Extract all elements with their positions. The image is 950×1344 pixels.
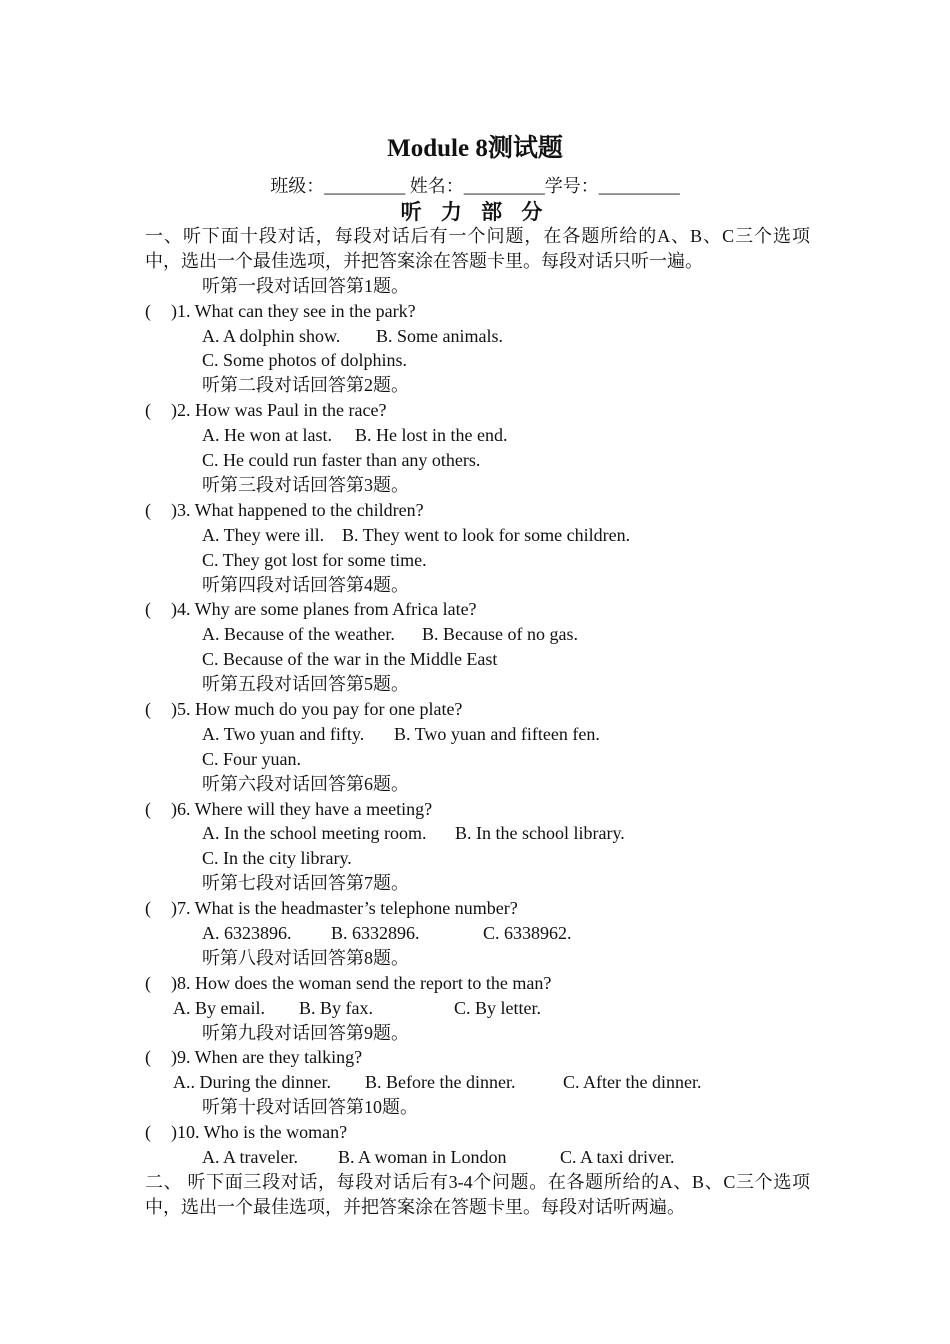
part2-instruction: 二、 听下面三段对话，每段对话后有3-4个问题。在各题所给的A、B、C三个选项中，选出一个最佳选项，并把答案涂在答题卡里。每段对话听两遍。: [145, 1171, 810, 1217]
option-a: A. 6323896.: [202, 922, 292, 943]
option-c: C. They got lost for some time.: [202, 549, 427, 570]
dialogue-lead: 听第二段对话回答第2题。: [202, 375, 409, 396]
option-c: C. He could run faster than any others.: [202, 450, 481, 471]
answer-paren: (: [145, 898, 151, 919]
dialogue-lead: 听第一段对话回答第1题。: [202, 275, 409, 296]
name-field: 姓名：_________: [409, 176, 545, 196]
option-b: B. 6332896.: [331, 922, 420, 943]
question-text: )1. What can they see in the park?: [171, 300, 416, 321]
answer-paren: (: [145, 1122, 151, 1143]
question-stem: [145, 398, 810, 423]
answer-paren: (: [145, 698, 151, 719]
dialogue-lead: 听第六段对话回答第6题。: [202, 773, 409, 794]
option-c: C. Four yuan.: [202, 748, 301, 769]
question-text: )5. How much do you pay for one plate?: [171, 698, 463, 719]
option-b: B. Before the dinner.: [365, 1072, 516, 1093]
option-a: A. By email.: [173, 997, 265, 1018]
option-b: B. A woman in London: [338, 1146, 507, 1167]
option-c: C. Some photos of dolphins.: [202, 350, 408, 371]
question-stem: [145, 299, 810, 324]
question-text: )4. Why are some planes from Africa late?: [171, 599, 477, 620]
part1-instruction: 一、听下面十段对话，每段对话后有一个问题，在各题所给的A、B、C三个选项中，选出一个最佳选项，并把答案涂在答题卡里。每段对话只听一遍。: [145, 226, 810, 271]
option-row: [145, 348, 810, 373]
option-b: B. He lost in the end.: [355, 425, 508, 446]
dialogue-lead: 听第八段对话回答第8题。: [202, 947, 409, 968]
option-b: B. Because of no gas.: [422, 624, 578, 645]
answer-paren: (: [145, 599, 151, 620]
dialogue-lead: 听第三段对话回答第3题。: [202, 474, 409, 495]
option-row: [145, 1145, 810, 1170]
option-b: B. Two yuan and fifteen fen.: [394, 723, 600, 744]
option-c: C. In the city library.: [202, 848, 352, 869]
option-row: [145, 821, 810, 846]
dialogue-lead: 听第七段对话回答第7题。: [202, 873, 409, 894]
option-a: A. Two yuan and fifty.: [202, 723, 365, 744]
option-c: C. Because of the war in the Middle East: [202, 649, 498, 670]
answer-paren: (: [145, 972, 151, 993]
option-row: [145, 647, 810, 672]
dialogue-lead: 听第四段对话回答第4题。: [202, 574, 409, 595]
question-stem: [145, 1120, 810, 1145]
question-stem: [145, 797, 810, 822]
option-row: [145, 622, 810, 647]
question-stem: [145, 971, 810, 996]
dialogue-lead: 听第十段对话回答第10题。: [202, 1097, 418, 1118]
question-text: )3. What happened to the children?: [171, 499, 424, 520]
option-b: B. Some animals.: [376, 325, 503, 346]
option-a: A. A dolphin show.: [202, 325, 341, 346]
option-a: A. Because of the weather.: [202, 624, 395, 645]
option-row: [145, 846, 810, 871]
class-field: 班级：_________: [270, 176, 406, 196]
option-b: B. They went to look for some children.: [342, 524, 631, 545]
option-a: A. A traveler.: [202, 1146, 298, 1167]
answer-paren: (: [145, 798, 151, 819]
dialogue-lead: 听第五段对话回答第5题。: [202, 674, 409, 695]
option-a: A. In the school meeting room.: [202, 823, 427, 844]
dialogue-lead: 听第九段对话回答第9题。: [202, 1022, 409, 1043]
question-text: )9. When are they talking?: [171, 1047, 363, 1068]
option-c: C. 6338962.: [483, 922, 572, 943]
option-a: A. They were ill.: [202, 524, 325, 545]
option-c: C. By letter.: [454, 997, 541, 1018]
page-title: Module 8测试题: [387, 135, 563, 162]
option-row: [145, 1070, 810, 1095]
student-info-line: [0, 174, 950, 199]
option-b: B. By fax.: [299, 997, 373, 1018]
section-heading: 听 力 部 分: [400, 200, 550, 224]
option-b: B. In the school library.: [455, 823, 625, 844]
option-a: A. He won at last.: [202, 425, 332, 446]
option-row: [145, 423, 810, 448]
answer-paren: (: [145, 499, 151, 520]
question-stem: [145, 697, 810, 722]
option-c: C. After the dinner.: [563, 1072, 702, 1093]
answer-paren: (: [145, 300, 151, 321]
option-row: [145, 548, 810, 573]
question-stem: [145, 597, 810, 622]
student-id-field: 学号：_________: [544, 176, 680, 196]
question-text: )10. Who is the woman?: [171, 1122, 348, 1143]
question-text: )8. How does the woman send the report to the man?: [171, 972, 552, 993]
option-row: [145, 747, 810, 772]
option-row: [145, 996, 810, 1021]
question-text: )6. Where will they have a meeting?: [171, 798, 433, 819]
answer-paren: (: [145, 400, 151, 421]
question-text: )2. How was Paul in the race?: [171, 400, 387, 421]
option-row: [145, 523, 810, 548]
exam-body: [145, 224, 810, 1220]
question-stem: [145, 498, 810, 523]
option-row: [145, 448, 810, 473]
question-stem: [145, 896, 810, 921]
answer-paren: (: [145, 1047, 151, 1068]
option-a: A.. During the dinner.: [173, 1072, 331, 1093]
question-stem: [145, 1045, 810, 1070]
option-row: [145, 722, 810, 747]
option-row: [145, 921, 810, 946]
question-text: )7. What is the headmaster’s telephone number?: [171, 898, 518, 919]
option-c: C. A taxi driver.: [560, 1146, 675, 1167]
option-row: [145, 324, 810, 349]
